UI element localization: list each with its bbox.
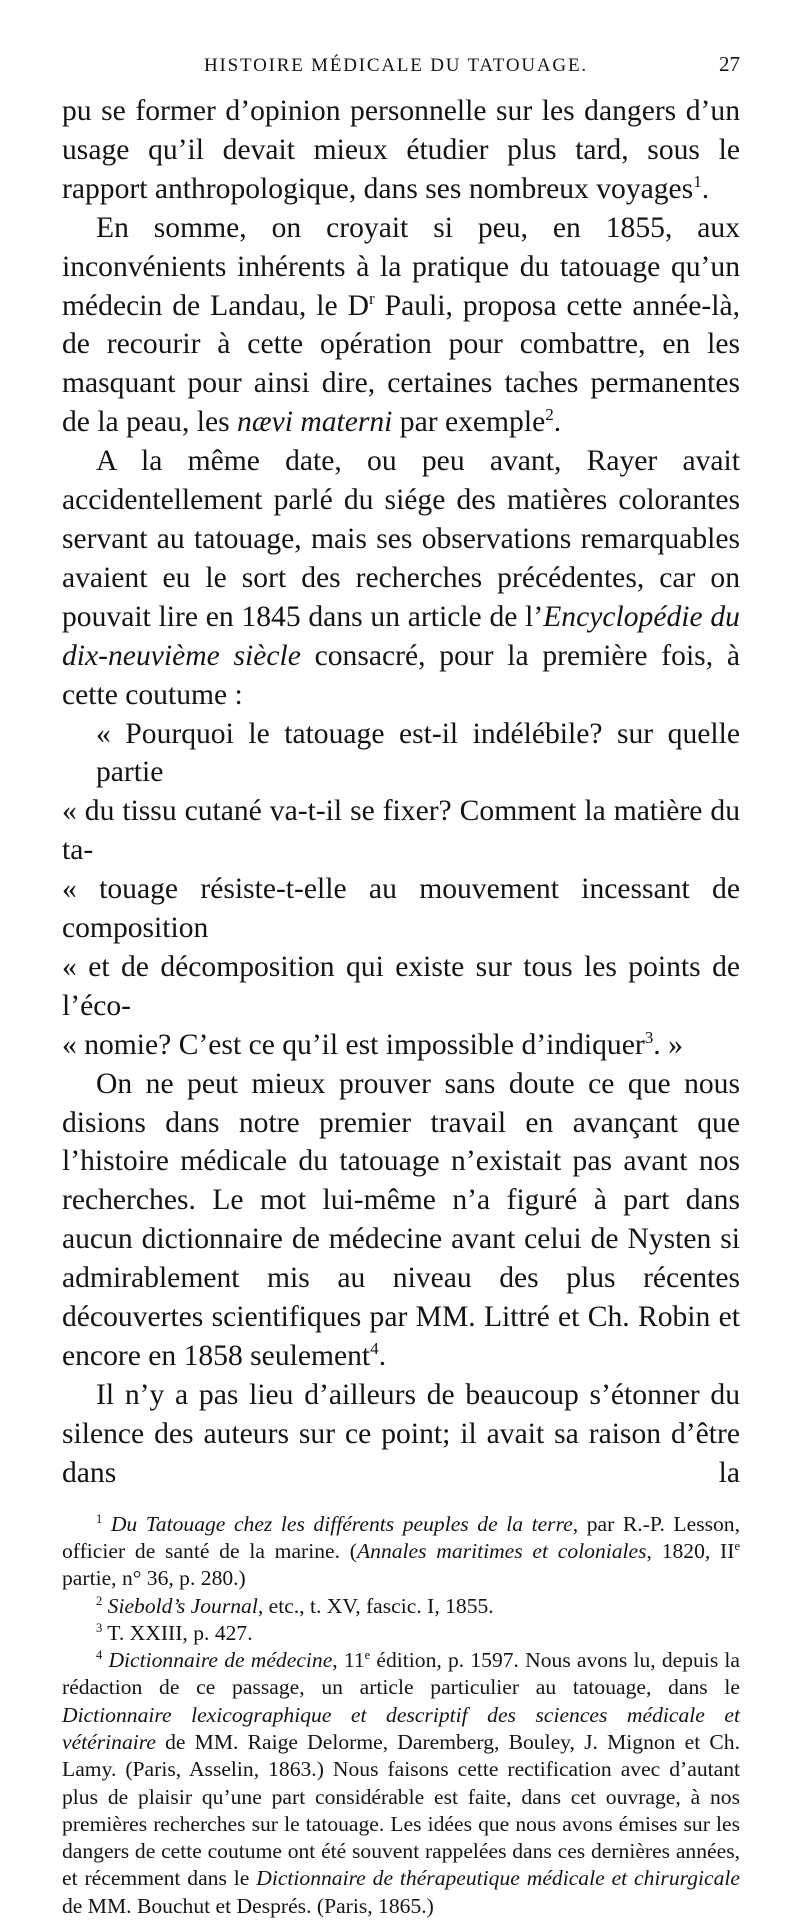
- footnote-ref: 2: [545, 405, 554, 425]
- italic-term: nævi materni: [237, 406, 393, 439]
- punctuation: .: [701, 172, 710, 205]
- superscript: e: [734, 1538, 740, 1553]
- paragraph: [62, 92, 740, 209]
- quote-text: « nomie? C’est ce qu’il est impossible d’indiquer: [62, 1028, 645, 1061]
- paragraph-text: consacré, pour la première fois, à cette coutume :: [62, 639, 740, 711]
- superscript: e: [364, 1647, 371, 1662]
- quote-text: . »: [653, 1028, 683, 1061]
- running-title: HISTOIRE MÉDICALE DU TATOUAGE.: [204, 55, 588, 76]
- footnote-mark: 2: [96, 1593, 103, 1608]
- paragraph: [62, 209, 740, 442]
- footnote-mark: 4: [96, 1647, 103, 1662]
- footnote-text: de MM. Bouchut et Després. (Paris, 1865.): [62, 1893, 434, 1918]
- paragraph: [62, 442, 740, 714]
- footnote-text: , 11: [332, 1648, 365, 1673]
- quote-line: « touage résiste-t-elle au mouvement incessant de composition: [62, 873, 740, 945]
- italic-title: Annales maritimes et coloniales: [356, 1538, 647, 1563]
- footnote: [62, 1647, 740, 1920]
- footnote-mark: 1: [96, 1511, 103, 1526]
- punctuation: .: [378, 1340, 387, 1372]
- footnotes: [62, 1511, 740, 1920]
- italic-title: Du Tatouage chez les différents peuples de la terre: [110, 1511, 573, 1536]
- paragraph-text: Pauli, proposa cette année-là, de recourir à cette opération pour combattre, en les masquant pour ainsi dire, certaines taches permanentes de la peau, les: [62, 289, 740, 439]
- punctuation: .: [553, 406, 562, 439]
- footnote: [62, 1511, 740, 1593]
- page-number: 27: [719, 52, 740, 76]
- footnote-text: , etc., t. XV, fascic. I, 1855.: [257, 1593, 494, 1618]
- italic-title: Siebold’s Journal: [107, 1593, 258, 1618]
- footnote-text: partie, n° 36, p. 280.): [62, 1566, 246, 1591]
- footnote: [62, 1593, 740, 1620]
- italic-title: Dictionnaire de médecine: [108, 1648, 333, 1673]
- footnote: [62, 1620, 740, 1647]
- running-header: [62, 52, 740, 86]
- paragraph-text: par exemple: [392, 406, 546, 439]
- paragraph-text: En somme, on croyait si peu, en 1855, aux inconvénients inhérents à la pratique du tatouage qu’un médecin de Landau, le D: [62, 211, 740, 322]
- footnote-mark: 3: [96, 1620, 103, 1635]
- italic-title: Encyclopédie du dix-neuvième siècle: [62, 600, 740, 672]
- main-text: [62, 92, 740, 1493]
- footnote-text: de MM. Raige Delorme, Daremberg, Bouley, J. Mignon et Ch. Lamy. (Paris, Asselin, 1863.) Nous faisons cette rectification avec d’autant plus de plaisir qu’une part considérable est faite, dans cet ouvrage, à nos premières recherches sur le tatouage. Les idées que nous avons émises sur les dangers de cette coutume ont été souvent rappelées dans ces dernières années, et récemment dans le: [62, 1730, 740, 1891]
- quote-line: « Pourquoi le tatouage est-il indélébile? sur quelle partie: [96, 717, 740, 789]
- paragraph: [62, 1376, 740, 1493]
- footnote-ref: 4: [370, 1339, 379, 1359]
- quote-line: « et de décomposition qui existe sur tous les points de l’éco-: [62, 950, 740, 1022]
- footnote-text: édition, p. 1597. Nous avons lu, depuis la rédaction de ce passage, un article particulier au tatouage, dans le: [62, 1648, 740, 1700]
- quote-line: « du tissu cutané va-t-il se fixer? Comment la matière du ta-: [62, 795, 740, 867]
- superscript: r: [368, 288, 375, 308]
- footnote-ref: 1: [693, 171, 702, 191]
- paragraph-text: On ne peut mieux prouver sans doute ce que nous disions dans notre premier travail en avançant que l’histoire médicale du tatouage n’existait pas avant nos recherches. Le mot lui-même n’a figuré à part dans aucun dictionnaire de médecine avant celui de Nysten si admirablement mis au niveau des plus récentes découvertes scientifiques par MM. Littré et Ch. Robin et encore en 1858 seulement: [62, 1067, 740, 1372]
- footnote-ref: 3: [644, 1027, 654, 1047]
- block-quote: [62, 715, 740, 1065]
- footnote-text: , par R.-P. Lesson, officier de santé de la marine. (: [62, 1511, 740, 1563]
- paragraph-text: A la même date, ou peu avant, Rayer avait accidentellement parlé du siége des matières colorantes servant au tatouage, mais ses observations remarquables avaient eu le sort des recherches précédentes, car on pouvait lire en 1845 dans un article de l’: [62, 445, 740, 633]
- paragraph-text: pu se former d’opinion personnelle sur les dangers d’un usage qu’il devait mieux étudier plus tard, sous le rapport anthropologique, dans ses nombreux voyages: [62, 95, 740, 205]
- italic-title: Dictionnaire de thérapeutique médicale et chirurgicale: [256, 1866, 740, 1891]
- italic-title: Dictionnaire lexicographique et descriptif des sciences médicale et vétérinaire: [62, 1702, 740, 1754]
- footnote-text: T. XXIII, p. 427.: [107, 1620, 253, 1645]
- footnote-text: , 1820, II: [646, 1538, 735, 1563]
- paragraph-text: Il n’y a pas lieu d’ailleurs de beaucoup s’étonner du silence des auteurs sur ce point; il avait sa raison d’être dans la: [62, 1378, 740, 1489]
- paragraph: [62, 1065, 740, 1376]
- quote-line: [62, 1026, 740, 1065]
